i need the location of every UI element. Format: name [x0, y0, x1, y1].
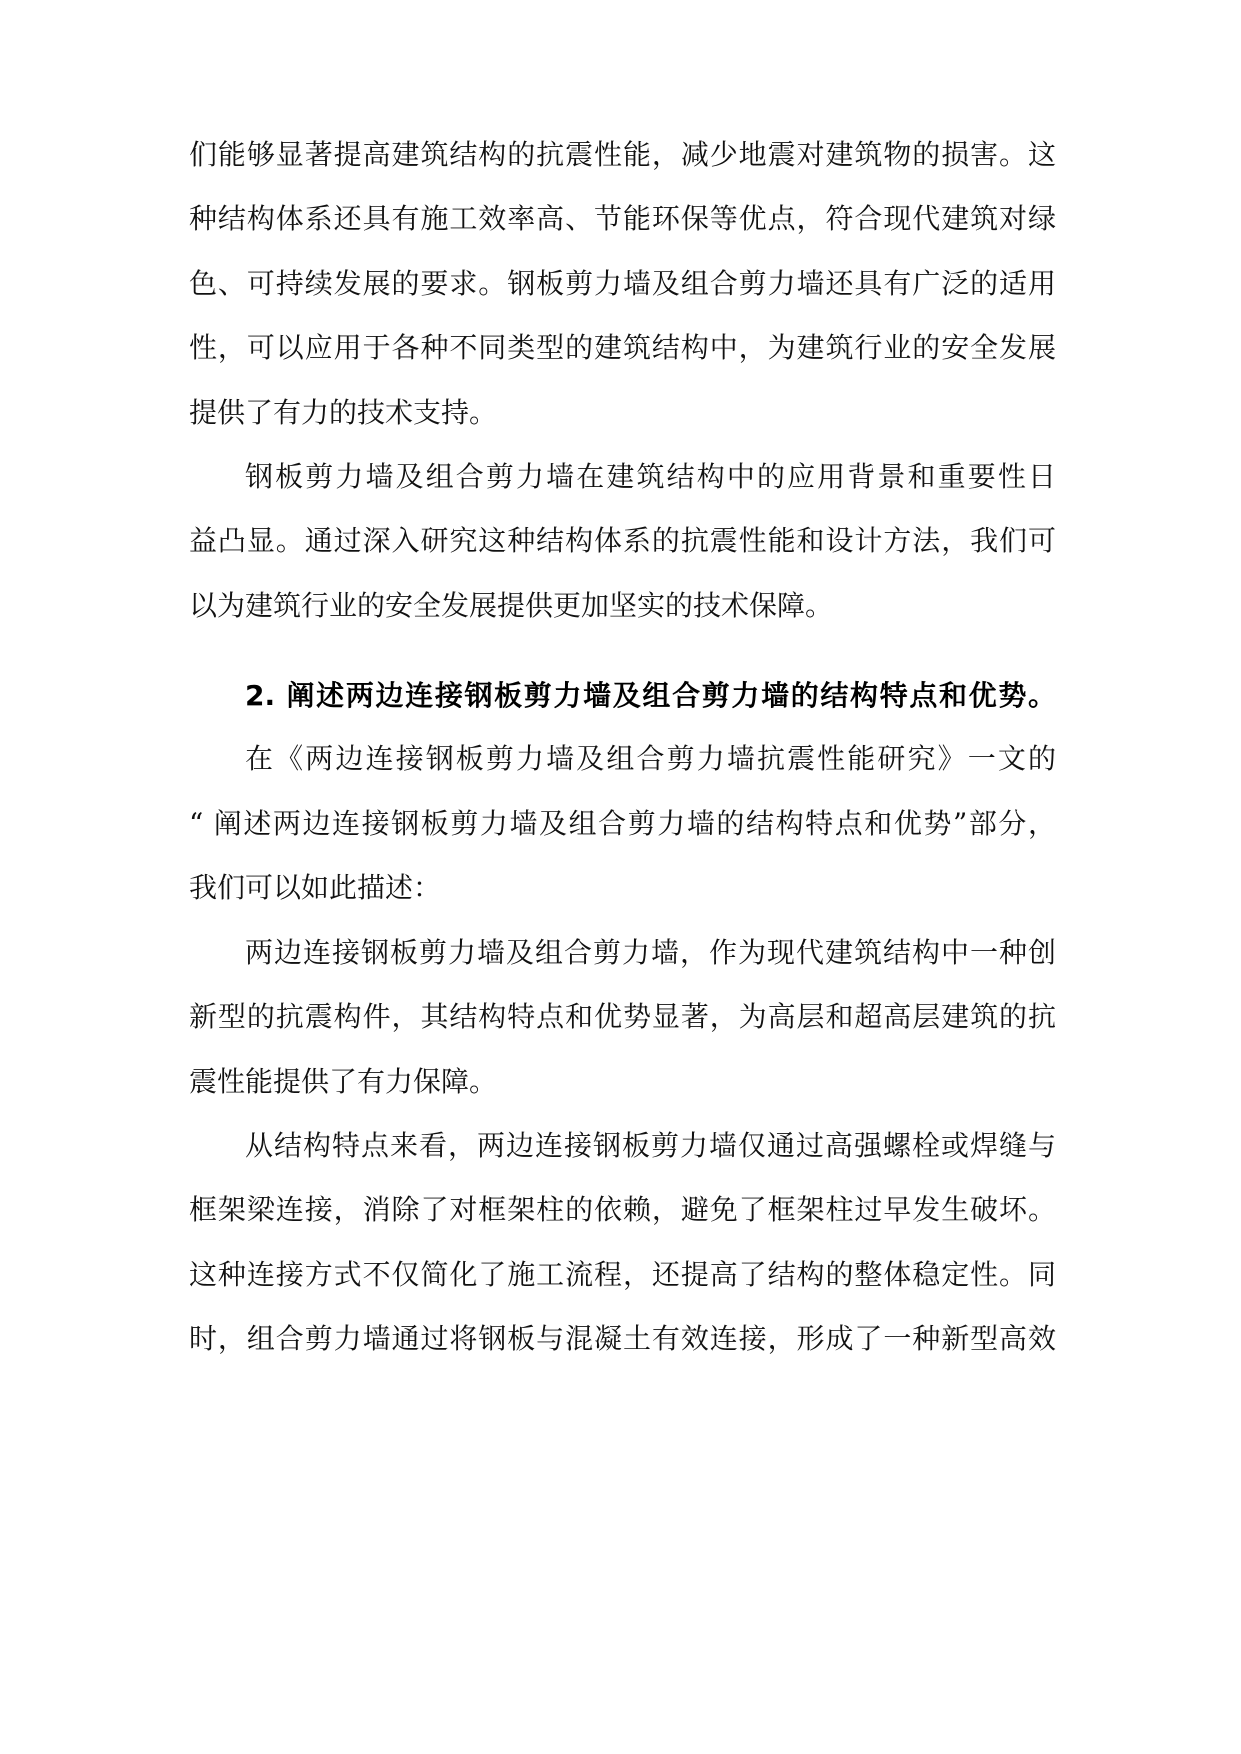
- paragraph-line: 以为建筑行业的安全发展提供更加坚实的技术保障。: [189, 589, 834, 622]
- paragraph-line: 提供了有力的技术支持。: [189, 396, 498, 429]
- paragraph-line: 从结构特点来看，两边连接钢板剪力墙仅通过高强螺栓或焊缝与: [245, 1129, 1056, 1162]
- paragraph-line: 我们可以如此描述：: [189, 871, 442, 904]
- section-heading: 2. 阐述两边连接钢板剪力墙及组合剪力墙的结构特点和优势。: [245, 679, 1056, 712]
- paragraph-line: 益凸显。通过深入研究这种结构体系的抗震性能和设计方法，我们可: [189, 524, 1056, 557]
- paragraph-line: 在《两边连接钢板剪力墙及组合剪力墙抗震性能研究》一文的: [245, 742, 1056, 775]
- paragraph-line: 色、可持续发展的要求。钢板剪力墙及组合剪力墙还具有广泛的适用: [189, 267, 1056, 300]
- paragraph-line: 两边连接钢板剪力墙及组合剪力墙，作为现代建筑结构中一种创: [245, 936, 1056, 969]
- paragraph-line: 种结构体系还具有施工效率高、节能环保等优点，符合现代建筑对绿: [189, 202, 1056, 235]
- paragraph-line: 震性能提供了有力保障。: [189, 1065, 498, 1098]
- paragraph-line: 这种连接方式不仅简化了施工流程，还提高了结构的整体稳定性。同: [189, 1258, 1056, 1291]
- paragraph-line: 钢板剪力墙及组合剪力墙在建筑结构中的应用背景和重要性日: [245, 460, 1056, 493]
- paragraph-line: “ 阐述两边连接钢板剪力墙及组合剪力墙的结构特点和优势”部分，: [189, 807, 1056, 840]
- paragraph-line: 时，组合剪力墙通过将钢板与混凝土有效连接，形成了一种新型高效: [189, 1322, 1056, 1355]
- paragraph-line: 们能够显著提高建筑结构的抗震性能，减少地震对建筑物的损害。这: [189, 138, 1056, 171]
- paragraph-line: 性，可以应用于各种不同类型的建筑结构中，为建筑行业的安全发展: [189, 331, 1056, 364]
- paragraph-line: 框架梁连接，消除了对框架柱的依赖，避免了框架柱过早发生破坏。: [189, 1193, 1056, 1226]
- paragraph-line: 新型的抗震构件，其结构特点和优势显著，为高层和超高层建筑的抗: [189, 1000, 1056, 1033]
